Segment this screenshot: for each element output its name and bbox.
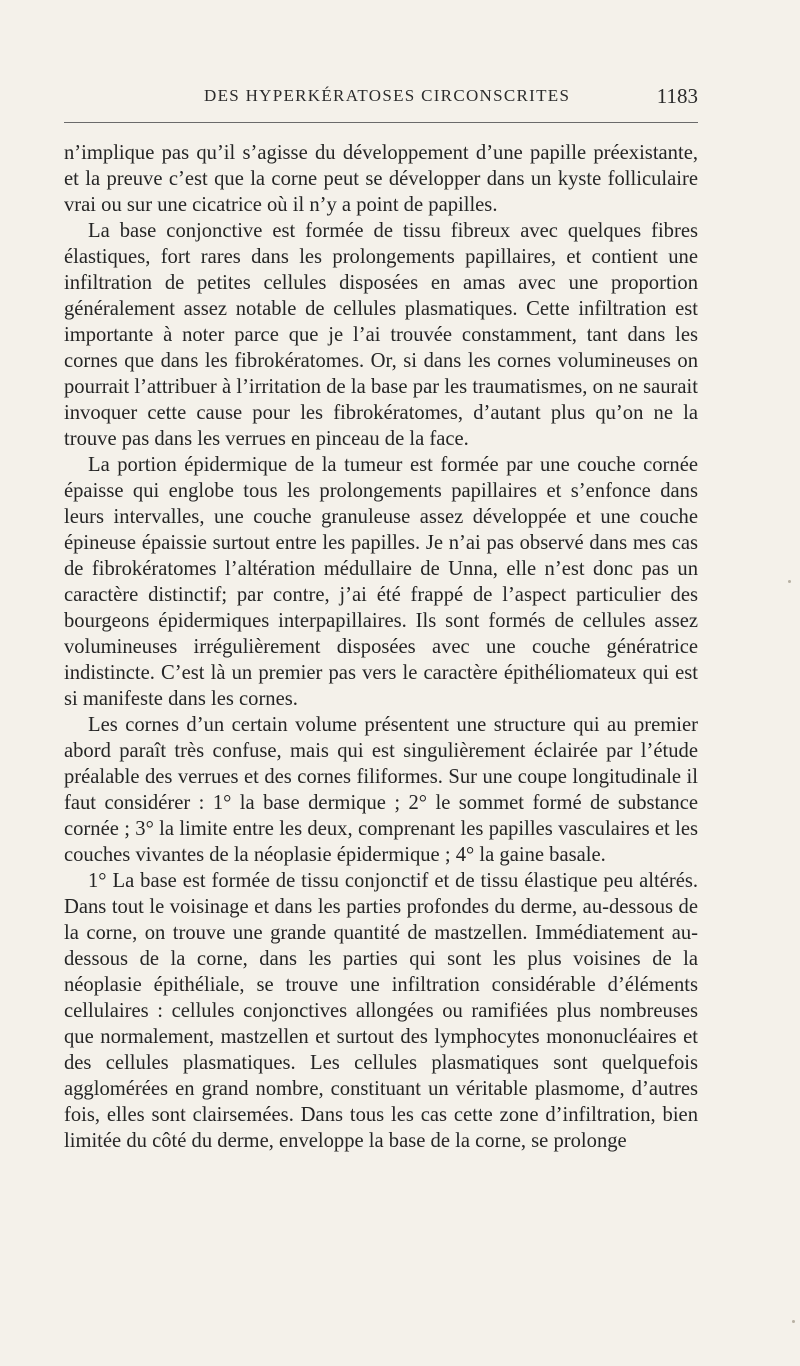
paper-speck [792, 1320, 795, 1323]
paragraph: 1° La base est formée de tissu conjonctif et de tissu élastique peu altérés. Dans tout le voisinage et dans les parties profondes du derme, au-dessous de la corne, on trouve une grande quantité de mastzellen. Immédiatement au-dessous de la corne, dans les parties qui sont les plus voisines de la néoplasie épithéliale, se trouve une infiltration considérable d’éléments cellulaires : cellules conjonctives allongées ou ramifiées plus nombreuses que normalement, mastzellen et surtout des lymphocytes mononucléaires et des cellules plasmatiques. Les cellules plasmatiques sont quelquefois agglomérées en grand nombre, constituant un véritable plasmome, d’autres fois, elles sont clairsemées. Dans tous les cas cette zone d’infiltration, bien limitée du côté du derme, enveloppe la base de la corne, se prolonge [64, 870, 698, 1152]
paragraph: Les cornes d’un certain volume présentent une structure qui au premier abord paraît très confuse, mais qui est singulièrement éclairée par l’étude préalable des verrues et des cornes filiformes. Sur une coupe longitudinale il faut considérer : 1° la base dermique ; 2° le sommet formé de substance cornée ; 3° la limite entre les deux, comprenant les papilles vasculaires et les couches vivantes de la néoplasie épidermique ; 4° la gaine basale. [64, 714, 698, 866]
running-head: DES HYPERKÉRATOSES CIRCONSCRITES [204, 86, 571, 105]
paper-speck [788, 580, 791, 583]
page-header [64, 86, 698, 114]
paragraph-continued: n’implique pas qu’il s’agisse du développement d’une papille préexistante, et la preuve c’est que la corne peut se développer dans un kyste folliculaire vrai ou sur une cicatrice où il n’y a point de papilles. [64, 142, 698, 216]
page-number: 1183 [656, 84, 698, 108]
paragraph: La portion épidermique de la tumeur est formée par une couche cornée épaisse qui englobe tous les prolongements papillaires et s’enfonce dans leurs intervalles, une couche granuleuse assez développée et une couche épineuse épaissie surtout entre les papilles. Je n’ai pas observé dans mes cas de fibrokératomes l’altération médullaire de Unna, elle n’est donc pas un caractère distinctif; par contre, j’ai été frappé de l’aspect particulier des bourgeons épidermiques interpapillaires. Ils sont formés de cellules assez volumineuses irrégulièrement disposées avec une couche génératrice indistincte. C’est là un premier pas vers le caractère épithéliomateux qui est si manifeste dans les cornes. [64, 454, 698, 710]
body-text [64, 140, 698, 1154]
header-rule [64, 122, 698, 123]
paragraph: La base conjonctive est formée de tissu fibreux avec quelques fibres élastiques, fort rares dans les prolongements papillaires, et contient une infiltration de petites cellules disposées en amas avec une proportion généralement assez notable de cellules plasmatiques. Cette infiltration est importante à noter parce que je l’ai trouvée constamment, tant dans les cornes que dans les fibrokératomes. Or, si dans les cornes volumineuses on pourrait l’attribuer à l’irritation de la base par les traumatismes, on ne saurait invoquer cette cause pour les fibrokératomes, d’autant plus qu’on ne la trouve pas dans les verrues en pinceau de la face. [64, 220, 698, 450]
